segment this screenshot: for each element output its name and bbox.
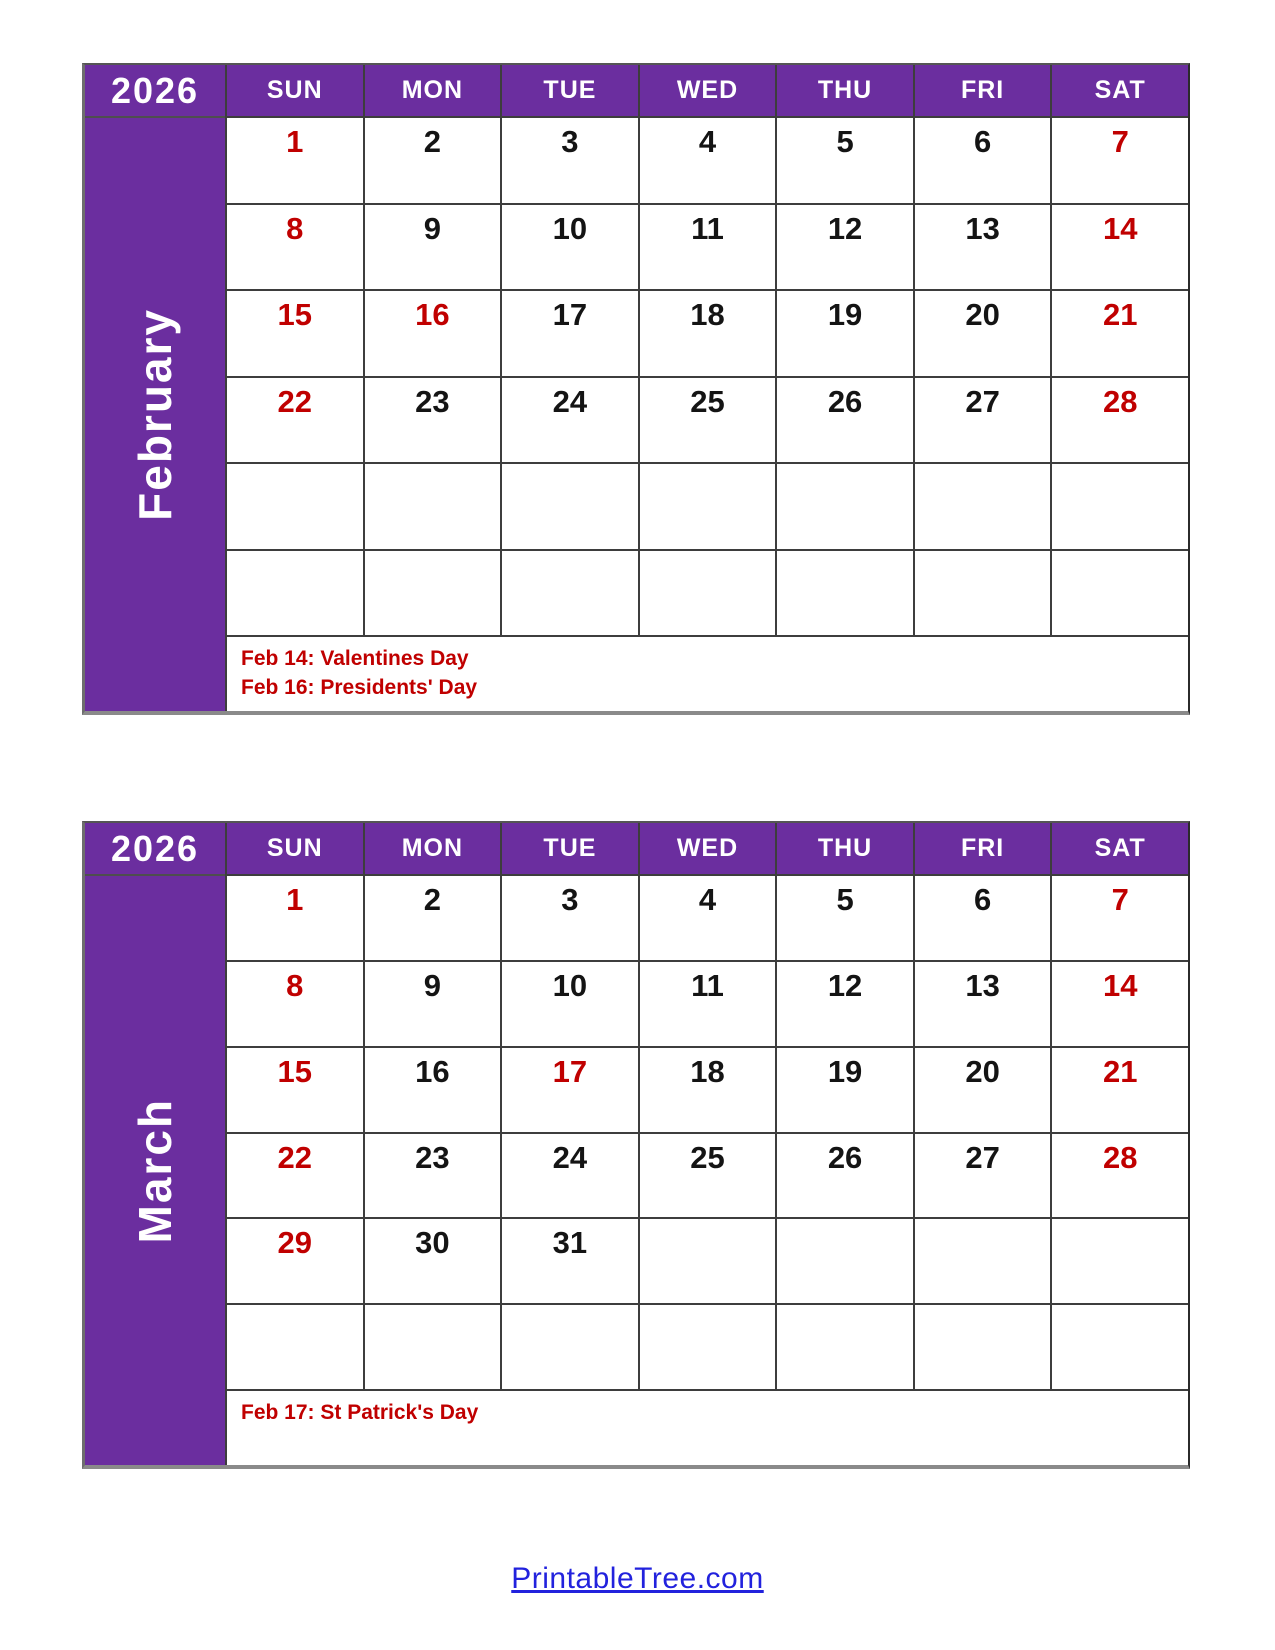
day-number: 3 [561, 124, 579, 159]
day-cell [775, 116, 913, 203]
day-number: 15 [277, 297, 313, 332]
day-cell [225, 549, 363, 636]
day-cell [638, 960, 776, 1046]
day-header: FRI [913, 65, 1051, 116]
calendar-march [82, 821, 1190, 1469]
day-number: 27 [965, 1139, 1000, 1175]
day-cell [638, 376, 776, 463]
holiday-notes [225, 635, 1188, 711]
day-cell [225, 203, 363, 290]
day-cell [1050, 462, 1188, 549]
day-header: SUN [225, 65, 363, 116]
day-number: 12 [827, 967, 863, 1003]
day-number: 11 [691, 967, 724, 1003]
day-cell [775, 289, 913, 376]
day-number: 25 [690, 383, 725, 419]
month-label: March [129, 1097, 181, 1244]
day-cell [500, 1303, 638, 1389]
day-number: 14 [1102, 967, 1138, 1003]
day-number: 29 [277, 1225, 313, 1261]
month-sidebar [85, 874, 225, 1465]
day-cell [638, 874, 776, 960]
day-number: 10 [552, 967, 588, 1003]
day-cell [363, 1217, 501, 1303]
day-header: MON [363, 65, 501, 116]
day-number: 28 [1102, 1139, 1138, 1175]
day-number: 24 [552, 383, 588, 419]
day-number: 7 [1111, 124, 1129, 159]
month-label: February [129, 308, 181, 521]
day-cell [363, 549, 501, 636]
day-number: 7 [1111, 882, 1129, 917]
day-cell [225, 1046, 363, 1132]
day-cell [775, 1303, 913, 1389]
day-cell [225, 462, 363, 549]
day-cell [1050, 1046, 1188, 1132]
day-number: 27 [965, 383, 1000, 419]
day-number: 16 [415, 297, 450, 332]
day-cell [225, 960, 363, 1046]
day-cell [913, 289, 1051, 376]
day-cell [500, 376, 638, 463]
day-number: 5 [836, 124, 854, 159]
day-number: 20 [965, 297, 1000, 332]
day-cell [363, 1303, 501, 1389]
day-number: 19 [827, 1053, 863, 1089]
day-cell [225, 1303, 363, 1389]
day-cell [913, 462, 1051, 549]
day-number: 14 [1102, 210, 1138, 246]
day-number: 2 [423, 882, 441, 917]
day-number: 21 [1102, 297, 1138, 332]
day-number: 2 [423, 124, 441, 159]
day-number: 24 [552, 1139, 588, 1175]
day-header: THU [775, 65, 913, 116]
day-cell [913, 1303, 1051, 1389]
day-cell [913, 960, 1051, 1046]
day-cell [500, 1217, 638, 1303]
day-header: FRI [913, 823, 1051, 874]
day-header: WED [638, 823, 776, 874]
day-cell [225, 1217, 363, 1303]
day-number: 4 [698, 882, 717, 917]
day-cell [500, 1046, 638, 1132]
day-cell [1050, 376, 1188, 463]
day-number: 23 [415, 383, 450, 419]
day-cell [1050, 116, 1188, 203]
day-cell [775, 1046, 913, 1132]
day-cell [775, 549, 913, 636]
day-number: 1 [286, 882, 304, 917]
holiday-notes [225, 1389, 1188, 1465]
day-cell [775, 960, 913, 1046]
day-number: 17 [552, 1053, 588, 1089]
year-label: 2026 [85, 65, 225, 116]
day-cell [913, 1046, 1051, 1132]
day-number: 26 [827, 383, 863, 419]
month-sidebar [85, 116, 225, 711]
day-number: 17 [552, 297, 588, 332]
day-header: MON [363, 823, 501, 874]
holiday-note: Feb 14: Valentines Day [241, 647, 469, 670]
day-cell [638, 1303, 776, 1389]
day-number: 1 [286, 124, 304, 159]
day-number: 20 [965, 1053, 1000, 1089]
day-number: 13 [965, 210, 1000, 246]
day-cell [1050, 1132, 1188, 1218]
printabletree-link[interactable]: PrintableTree.com [511, 1562, 764, 1595]
day-number: 25 [690, 1139, 725, 1175]
day-number: 31 [552, 1225, 588, 1261]
day-cell [1050, 874, 1188, 960]
day-number: 12 [827, 210, 863, 246]
day-cell [500, 116, 638, 203]
day-number: 28 [1102, 383, 1138, 419]
day-number: 19 [827, 297, 863, 332]
day-cell [638, 1046, 776, 1132]
day-cell [775, 1132, 913, 1218]
day-header: THU [775, 823, 913, 874]
day-number: 8 [286, 967, 304, 1003]
day-cell [500, 549, 638, 636]
day-cell [1050, 1303, 1188, 1389]
day-number: 10 [552, 210, 588, 246]
day-number: 13 [965, 967, 1000, 1003]
day-cell [363, 116, 501, 203]
holiday-note: Feb 16: Presidents' Day [241, 676, 478, 700]
day-cell [363, 289, 501, 376]
day-cell [225, 874, 363, 960]
day-number: 11 [691, 210, 724, 246]
day-header: TUE [500, 823, 638, 874]
day-number: 18 [690, 1053, 725, 1089]
day-cell [1050, 289, 1188, 376]
day-cell [638, 549, 776, 636]
day-number: 16 [415, 1053, 450, 1089]
day-number: 23 [415, 1139, 450, 1175]
day-number: 26 [827, 1139, 863, 1175]
day-cell [500, 203, 638, 290]
day-cell [363, 1132, 501, 1218]
day-cell [1050, 203, 1188, 290]
day-cell [913, 203, 1051, 290]
day-cell [1050, 960, 1188, 1046]
day-number: 6 [974, 882, 992, 917]
day-cell [638, 1217, 776, 1303]
day-cell [363, 376, 501, 463]
day-cell [775, 376, 913, 463]
day-cell [913, 874, 1051, 960]
day-cell [913, 549, 1051, 636]
day-cell [225, 289, 363, 376]
day-header: WED [638, 65, 776, 116]
day-cell [638, 203, 776, 290]
day-cell [638, 462, 776, 549]
day-cell [225, 376, 363, 463]
day-cell [913, 1217, 1051, 1303]
day-cell [913, 1132, 1051, 1218]
day-cell [775, 1217, 913, 1303]
day-cell [500, 289, 638, 376]
day-cell [363, 1046, 501, 1132]
day-number: 6 [974, 124, 992, 159]
day-number: 8 [286, 210, 304, 246]
day-cell [913, 116, 1051, 203]
day-number: 5 [836, 882, 854, 917]
day-number: 4 [698, 124, 717, 159]
day-header: SAT [1050, 65, 1188, 116]
day-cell [1050, 1217, 1188, 1303]
day-number: 22 [277, 383, 313, 419]
year-label: 2026 [85, 823, 225, 874]
day-number: 22 [277, 1139, 313, 1175]
day-header: SAT [1050, 823, 1188, 874]
day-header: TUE [500, 65, 638, 116]
holiday-note: Feb 17: St Patrick's Day [241, 1401, 479, 1424]
calendar-february [82, 63, 1190, 715]
day-cell [638, 116, 776, 203]
day-cell [500, 1132, 638, 1218]
day-number: 3 [561, 882, 579, 917]
day-cell [913, 376, 1051, 463]
day-cell [1050, 549, 1188, 636]
day-cell [775, 203, 913, 290]
day-cell [363, 874, 501, 960]
day-cell [225, 116, 363, 203]
day-header: SUN [225, 823, 363, 874]
day-number: 15 [277, 1053, 313, 1089]
day-number: 21 [1102, 1053, 1138, 1089]
day-cell [775, 462, 913, 549]
footer [0, 1562, 1275, 1596]
day-cell [775, 874, 913, 960]
day-number: 9 [423, 967, 441, 1003]
day-cell [225, 1132, 363, 1218]
day-cell [638, 289, 776, 376]
day-cell [363, 960, 501, 1046]
day-cell [500, 960, 638, 1046]
day-number: 18 [690, 297, 725, 332]
day-cell [500, 462, 638, 549]
day-cell [363, 203, 501, 290]
day-cell [638, 1132, 776, 1218]
day-cell [363, 462, 501, 549]
day-number: 30 [415, 1225, 450, 1261]
day-number: 9 [423, 210, 441, 246]
day-cell [500, 874, 638, 960]
